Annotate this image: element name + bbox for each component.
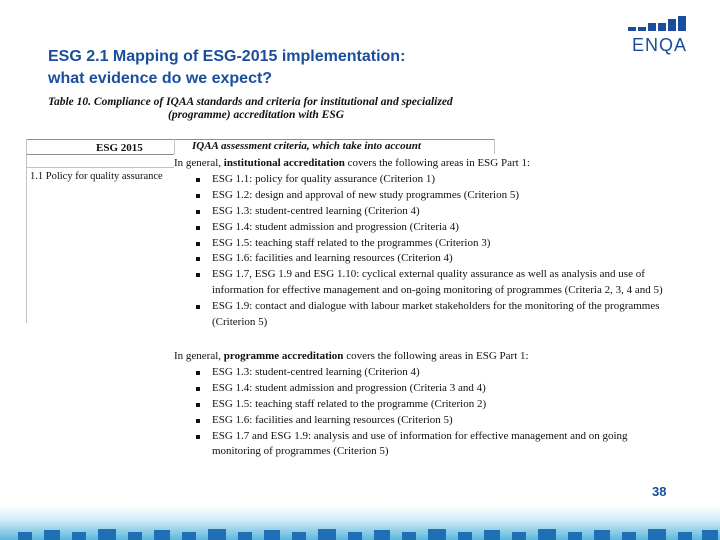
list-item-text: ESG 1.5: teaching staff related to the programme (Criterion 2) — [212, 397, 487, 410]
bullet-icon — [196, 226, 200, 230]
row-esg-cell: 1.1 Policy for quality assurance — [30, 171, 163, 182]
list-item — [174, 236, 666, 252]
bullet-icon — [196, 403, 200, 407]
institutional-intro-bold: institutional accreditation — [223, 157, 345, 169]
programme-intro-bold: programme accreditation — [223, 349, 344, 362]
list-item-text: ESG 1.7 and ESG 1.9: analysis and use of information for effective management and on going monitoring of programmes (Criterion 5) — [212, 429, 628, 458]
slide-title — [48, 46, 508, 90]
institutional-intro-post: covers the following areas in ESG Part 1: — [344, 157, 531, 169]
logo-bars-icon — [628, 16, 690, 32]
bullet-icon — [196, 419, 200, 423]
slide-title-line1: ESG 2.1 Mapping of ESG-2015 implementation: — [48, 48, 406, 65]
institutional-intro-pre: In general, — [174, 157, 224, 169]
list-item — [174, 220, 666, 236]
list-item-text: ESG 1.4: student admission and progression (Criteria 3 and 4) — [212, 381, 486, 394]
bullet-icon — [196, 210, 200, 214]
bullet-icon — [196, 242, 200, 246]
bullet-icon — [196, 178, 200, 182]
programme-intro-post: covers the following areas in ESG Part 1: — [343, 349, 529, 362]
table-row-divider — [26, 167, 174, 168]
institutional-list — [174, 172, 666, 331]
programme-list — [174, 365, 666, 460]
table-caption-line2: (programme) accreditation with ESG — [168, 109, 345, 121]
list-item-text: ESG 1.4: student admission and progression (Criteria 4) — [212, 220, 459, 233]
table-border-right — [494, 139, 495, 155]
list-item — [174, 251, 666, 267]
slide-title-line2: what evidence do we expect? — [48, 70, 273, 87]
bullet-icon — [196, 371, 200, 375]
institutional-intro — [174, 156, 666, 172]
list-item-text: ESG 1.2: design and approval of new study programmes (Criterion 5) — [212, 188, 520, 201]
bullet-icon — [196, 194, 200, 198]
list-item-text: ESG 1.1: policy for quality assurance (Criterion 1) — [212, 172, 436, 185]
list-item — [174, 299, 666, 331]
list-item — [174, 429, 666, 461]
list-item-text: ESG 1.3: student-centred learning (Criterion 4) — [212, 204, 420, 217]
bullet-icon — [196, 273, 200, 277]
list-item — [174, 172, 666, 188]
footer-blocks — [0, 525, 720, 540]
list-item-text: ESG 1.6: facilities and learning resources (Criterion 4) — [212, 252, 453, 265]
list-item — [174, 188, 666, 204]
list-item — [174, 267, 666, 299]
bullet-icon — [196, 387, 200, 391]
list-item — [174, 413, 666, 429]
page-number: 38 — [652, 484, 667, 499]
col-header-esg: ESG 2015 — [96, 142, 143, 154]
list-item — [174, 204, 666, 220]
list-item-text: ESG 1.6: facilities and learning resources (Criterion 5) — [212, 413, 453, 426]
table-caption — [48, 96, 508, 122]
programme-intro — [174, 349, 666, 365]
col-header-iqaa: IQAA assessment criteria, which take into account — [192, 140, 421, 151]
table-border-left — [26, 139, 27, 323]
list-item-text: ESG 1.7, ESG 1.9 and ESG 1.10: cyclical external quality assurance as well as analysis and use of information for effective management and on-going monitoring of programmes (Criteria 2, 3, 4 and 5) — [212, 268, 663, 297]
enqa-logo — [628, 16, 690, 56]
bullet-icon — [196, 257, 200, 261]
list-item — [174, 365, 666, 381]
list-item — [174, 397, 666, 413]
list-item-text: ESG 1.9: contact and dialogue with labour market stakeholders for the monitoring of the programmes (Criterion 5) — [212, 300, 660, 329]
list-item — [174, 381, 666, 397]
list-item-text: ESG 1.5: teaching staff related to the programmes (Criterion 3) — [212, 236, 491, 249]
bullet-icon — [196, 305, 200, 309]
table-caption-line1: Table 10. Compliance of IQAA standards and criteria for institutional and specialized — [48, 96, 453, 108]
list-item-text: ESG 1.3: student-centred learning (Criterion 4) — [212, 365, 420, 378]
accreditation-areas — [174, 154, 666, 460]
logo-text: ENQA — [632, 35, 688, 55]
bullet-icon — [196, 435, 200, 439]
programme-intro-pre: In general, — [174, 349, 224, 362]
